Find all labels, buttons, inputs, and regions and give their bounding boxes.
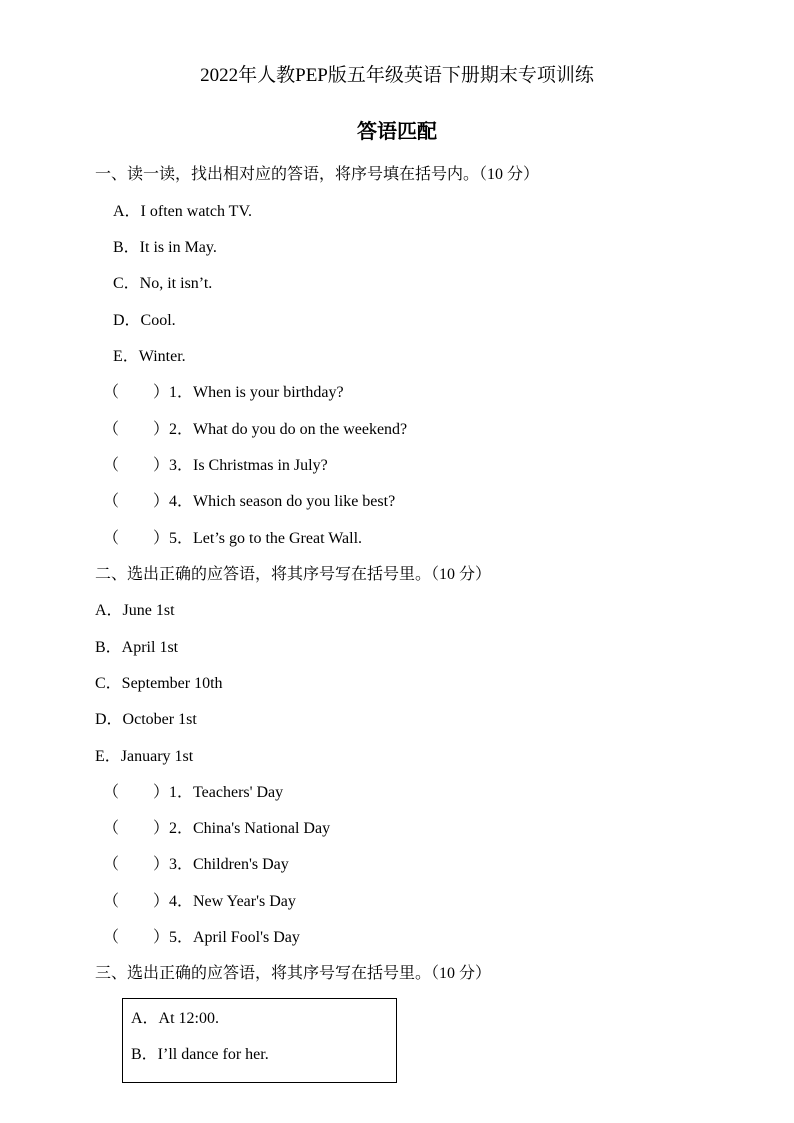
question-text: ）4．New Year's Day xyxy=(153,893,296,910)
section-2-option-c: C．September 10th xyxy=(95,675,223,692)
section-2-option-d: D．October 1st xyxy=(95,711,197,728)
section-1-question-1 xyxy=(103,383,344,403)
answer-blank[interactable]: （ xyxy=(103,493,120,510)
section-1-option-a: A．I often watch TV. xyxy=(113,203,252,220)
section-3-option-b: B．I’ll dance for her. xyxy=(131,1046,269,1063)
section-1-question-4 xyxy=(103,492,395,512)
question-text: ）1．When is your birthday? xyxy=(153,384,344,401)
section-1-heading: 一、读一读，找出相对应的答语，将序号填在括号内。（10 分） xyxy=(95,166,540,183)
question-text: ）2．What do you do on the weekend? xyxy=(153,421,408,438)
section-3-heading: 三、选出正确的应答语，将其序号写在括号里。（10 分） xyxy=(95,965,492,982)
section-2-question-3 xyxy=(103,855,289,875)
question-text: ）5．April Fool's Day xyxy=(153,929,300,946)
answer-blank[interactable]: （ xyxy=(103,457,120,474)
section-2-option-a: A．June 1st xyxy=(95,602,175,619)
answer-blank[interactable]: （ xyxy=(103,530,120,547)
section-2-question-4 xyxy=(103,892,296,912)
section-1-option-e: E．Winter. xyxy=(113,348,186,365)
question-text: ）5．Let’s go to the Great Wall. xyxy=(153,530,363,547)
section-2-question-5 xyxy=(103,928,300,948)
document-subtitle: 答语匹配 xyxy=(357,119,437,143)
section-1-question-3 xyxy=(103,456,328,476)
section-1-option-c: C．No, it isn’t. xyxy=(113,275,213,292)
answer-blank[interactable]: （ xyxy=(103,856,120,873)
answer-blank[interactable]: （ xyxy=(103,929,120,946)
section-2-option-e: E．January 1st xyxy=(95,748,194,765)
section-3-option-a: A．At 12:00. xyxy=(131,1010,220,1027)
document-title: 2022年人教PEP版五年级英语下册期末专项训练 xyxy=(200,65,594,86)
question-text: ）2．China's National Day xyxy=(153,820,331,837)
section-1-question-5 xyxy=(103,529,362,549)
answer-blank[interactable]: （ xyxy=(103,893,120,910)
question-text: ）1．Teachers' Day xyxy=(153,784,284,801)
section-2-question-1 xyxy=(103,783,283,803)
section-1-question-2 xyxy=(103,420,407,440)
section-2-question-2 xyxy=(103,819,330,839)
question-text: ）3．Children's Day xyxy=(153,856,289,873)
answer-blank[interactable]: （ xyxy=(103,820,120,837)
section-2-option-b: B．April 1st xyxy=(95,639,179,656)
section-2-heading: 二、选出正确的应答语，将其序号写在括号里。（10 分） xyxy=(95,566,492,583)
question-text: ）3．Is Christmas in July? xyxy=(153,457,328,474)
answer-blank[interactable]: （ xyxy=(103,784,120,801)
section-1-option-b: B．It is in May. xyxy=(113,239,217,256)
answer-blank[interactable]: （ xyxy=(103,384,120,401)
section-1-option-d: D．Cool. xyxy=(113,312,176,329)
question-text: ）4．Which season do you like best? xyxy=(153,493,396,510)
section-3-options-box xyxy=(122,998,397,1083)
answer-blank[interactable]: （ xyxy=(103,421,120,438)
